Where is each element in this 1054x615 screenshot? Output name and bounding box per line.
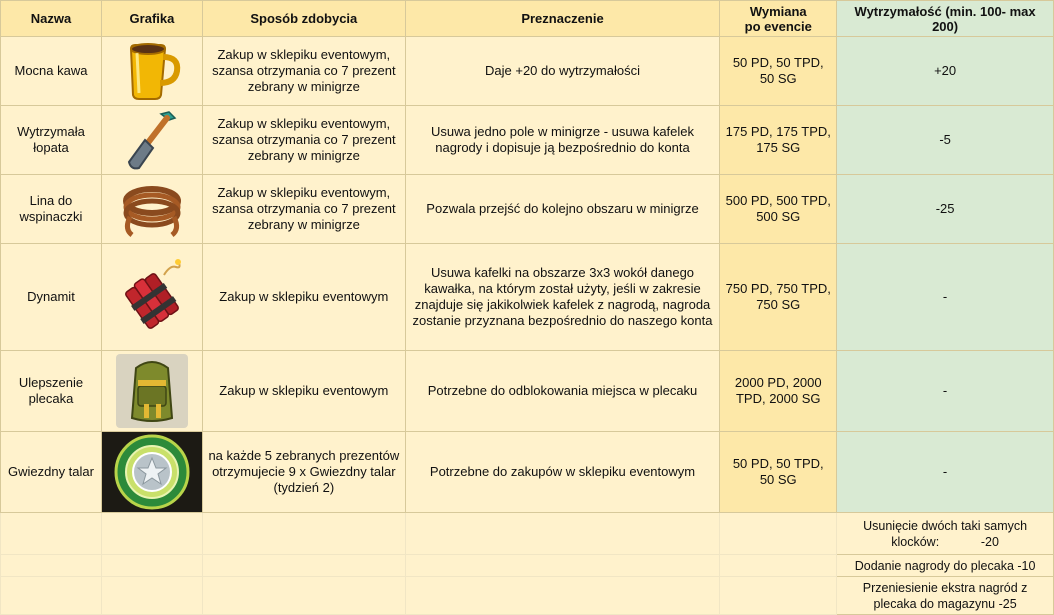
cell-name[interactable]: Dynamit bbox=[1, 244, 102, 351]
table-row bbox=[1, 244, 1054, 351]
cell-durability[interactable]: -25 bbox=[837, 175, 1054, 244]
table-row bbox=[1, 432, 1054, 513]
cell-durability[interactable]: - bbox=[837, 351, 1054, 432]
cell-exchange[interactable]: 175 PD, 175 TPD, 175 SG bbox=[720, 106, 837, 175]
cell-durability[interactable]: - bbox=[837, 244, 1054, 351]
cell-how[interactable]: Zakup w sklepiku eventowym bbox=[202, 244, 405, 351]
header-name[interactable]: Nazwa bbox=[1, 1, 102, 37]
header-purpose[interactable]: Preznaczenie bbox=[405, 1, 720, 37]
cell-purpose[interactable]: Pozwala przejść do kolejno obszaru w minigrze bbox=[405, 175, 720, 244]
empty-cell[interactable] bbox=[1, 577, 102, 615]
empty-cell[interactable] bbox=[101, 577, 202, 615]
note-cell[interactable]: Usunięcie dwóch taki samych klocków: -20 bbox=[837, 513, 1054, 555]
rope-icon bbox=[116, 177, 188, 241]
header-row bbox=[1, 1, 1054, 37]
empty-row bbox=[1, 513, 1054, 555]
cell-purpose[interactable]: Potrzebne do zakupów w sklepiku eventowym bbox=[405, 432, 720, 513]
header-durability[interactable]: Wytrzymałość (min. 100- max 200) bbox=[837, 1, 1054, 37]
cell-graphic[interactable] bbox=[101, 106, 202, 175]
cell-exchange[interactable]: 50 PD, 50 TPD, 50 SG bbox=[720, 432, 837, 513]
cell-how[interactable]: Zakup w sklepiku eventowym, szansa otrzymania co 7 prezent zebrany w minigrze bbox=[202, 37, 405, 106]
empty-cell[interactable] bbox=[405, 577, 720, 615]
table-row bbox=[1, 37, 1054, 106]
cell-how[interactable]: Zakup w sklepiku eventowym, szansa otrzymania co 7 prezent zebrany w minigrze bbox=[202, 175, 405, 244]
header-exchange[interactable]: Wymiana po evencie bbox=[720, 1, 837, 37]
empty-cell[interactable] bbox=[405, 513, 720, 555]
backpack-icon bbox=[114, 352, 190, 430]
table-row bbox=[1, 351, 1054, 432]
star-coin-icon bbox=[102, 432, 202, 512]
shovel-icon bbox=[117, 108, 187, 172]
cell-exchange[interactable]: 750 PD, 750 TPD, 750 SG bbox=[720, 244, 837, 351]
empty-cell[interactable] bbox=[202, 513, 405, 555]
cell-purpose[interactable]: Usuwa kafelki na obszarze 3x3 wokół danego kawałka, na którym został użyty, jeśli w zakresie znajduje się jakikolwiek kafelek z nagrodą, nagroda zostanie przyznana bezpośrednio do naszego konta bbox=[405, 244, 720, 351]
header-how[interactable]: Sposób zdobycia bbox=[202, 1, 405, 37]
empty-cell[interactable] bbox=[202, 555, 405, 577]
dynamite-icon bbox=[116, 257, 188, 337]
empty-cell[interactable] bbox=[720, 577, 837, 615]
cell-name[interactable]: Ulepszenie plecaka bbox=[1, 351, 102, 432]
note-cell[interactable]: Dodanie nagrody do plecaka -10 bbox=[837, 555, 1054, 577]
cell-name[interactable]: Mocna kawa bbox=[1, 37, 102, 106]
cell-graphic[interactable] bbox=[101, 244, 202, 351]
cell-exchange[interactable]: 500 PD, 500 TPD, 500 SG bbox=[720, 175, 837, 244]
empty-cell[interactable] bbox=[1, 513, 102, 555]
empty-cell[interactable] bbox=[405, 555, 720, 577]
cell-durability[interactable]: +20 bbox=[837, 37, 1054, 106]
header-graphic[interactable]: Grafika bbox=[101, 1, 202, 37]
empty-cell[interactable] bbox=[202, 577, 405, 615]
table-row bbox=[1, 175, 1054, 244]
cell-purpose[interactable]: Daje +20 do wytrzymałości bbox=[405, 37, 720, 106]
empty-cell[interactable] bbox=[101, 555, 202, 577]
cell-graphic[interactable] bbox=[101, 37, 202, 106]
cell-name[interactable]: Lina do wspinaczki bbox=[1, 175, 102, 244]
cell-graphic[interactable] bbox=[101, 351, 202, 432]
cell-durability[interactable]: -5 bbox=[837, 106, 1054, 175]
empty-cell[interactable] bbox=[720, 555, 837, 577]
cell-how[interactable]: na każde 5 zebranych prezentów otrzymujecie 9 x Gwiezdny talar (tydzień 2) bbox=[202, 432, 405, 513]
cell-durability[interactable]: - bbox=[837, 432, 1054, 513]
cell-how[interactable]: Zakup w sklepiku eventowym, szansa otrzymania co 7 prezent zebrany w minigrze bbox=[202, 106, 405, 175]
cell-name[interactable]: Gwiezdny talar bbox=[1, 432, 102, 513]
cell-graphic[interactable] bbox=[101, 175, 202, 244]
coffee-mug-icon bbox=[117, 39, 187, 103]
cell-graphic[interactable] bbox=[101, 432, 202, 513]
cell-name[interactable]: Wytrzymała łopata bbox=[1, 106, 102, 175]
empty-cell[interactable] bbox=[1, 555, 102, 577]
empty-cell[interactable] bbox=[720, 513, 837, 555]
cell-purpose[interactable]: Potrzebne do odblokowania miejsca w plecaku bbox=[405, 351, 720, 432]
table-row bbox=[1, 106, 1054, 175]
cell-how[interactable]: Zakup w sklepiku eventowym bbox=[202, 351, 405, 432]
empty-row bbox=[1, 555, 1054, 577]
cell-exchange[interactable]: 50 PD, 50 TPD, 50 SG bbox=[720, 37, 837, 106]
cell-purpose[interactable]: Usuwa jedno pole w minigrze - usuwa kafelek nagrody i dopisuje ją bezpośrednio do konta bbox=[405, 106, 720, 175]
cell-exchange[interactable]: 2000 PD, 2000 TPD, 2000 SG bbox=[720, 351, 837, 432]
empty-row bbox=[1, 577, 1054, 615]
note-cell[interactable]: Przeniesienie ekstra nagród z plecaka do magazynu -25 bbox=[837, 577, 1054, 615]
empty-cell[interactable] bbox=[101, 513, 202, 555]
